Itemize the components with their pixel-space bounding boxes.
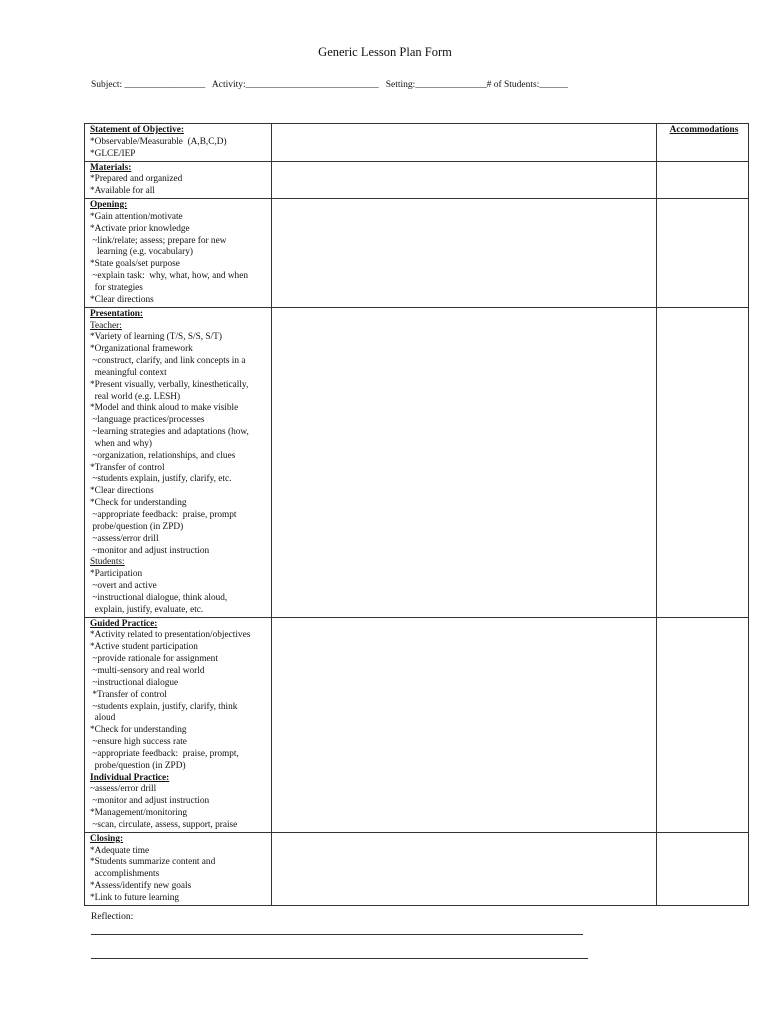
section-line: ~scan, circulate, assess, support, praise (90, 819, 238, 830)
section-line: accomplishments (90, 869, 160, 880)
section-line: *Gain attention/motivate (90, 211, 183, 222)
page-title: Generic Lesson Plan Form (318, 45, 452, 59)
section-line: aloud (90, 713, 116, 724)
section-line: ~organization, relationships, and clues (90, 450, 236, 461)
row-closing (85, 832, 749, 905)
section-line: ~multi-sensory and real world (90, 665, 205, 676)
section-line: *Students summarize content and (90, 857, 216, 868)
guided-practice-cell (85, 617, 272, 832)
closing-cell (85, 832, 272, 905)
section-line: *Observable/Measurable (A,B,C,D) (90, 136, 227, 147)
section-line: *Activate prior knowledge (90, 223, 190, 234)
section-line: meaningful context (90, 367, 167, 378)
closing-input-cell[interactable] (272, 832, 657, 905)
reflection-line-1[interactable] (91, 934, 583, 935)
section-line: ~construct, clarify, and link concepts in a (90, 356, 246, 367)
lesson-plan-table (84, 123, 749, 906)
section-line: ~assess/error drill (90, 533, 159, 544)
section-line: ~language practices/processes (90, 415, 205, 426)
section-line: ~explain task: why, what, how, and when (90, 271, 248, 282)
students-subtitle: Students: (90, 557, 125, 568)
closing-accommodations-cell[interactable] (657, 832, 749, 905)
teacher-subtitle: Teacher: (90, 320, 122, 331)
presentation-accommodations-cell[interactable] (657, 307, 749, 617)
materials-title: Materials: (90, 162, 132, 173)
section-line: probe/question (in ZPD) (90, 760, 186, 771)
section-line: *Variety of learning (T/S, S/S, S/T) (90, 332, 222, 343)
section-line: *Present visually, verbally, kinesthetically, (90, 379, 249, 390)
opening-input-cell[interactable] (272, 199, 657, 308)
section-line: real world (e.g. LESH) (90, 391, 181, 402)
row-objective (85, 124, 749, 162)
section-line: ~students explain, justify, clarify, etc. (90, 474, 232, 485)
objective-input-cell[interactable] (272, 124, 657, 162)
section-line: ~learning strategies and adaptations (how, (90, 427, 249, 438)
section-line: ~overt and active (90, 581, 157, 592)
section-line: ~appropriate feedback: praise, prompt, (90, 748, 239, 759)
section-line: *Active student participation (90, 642, 198, 653)
opening-accommodations-cell[interactable] (657, 199, 749, 308)
section-line: probe/question (in ZPD) (90, 521, 184, 532)
section-line: *State goals/set purpose (90, 259, 180, 270)
section-line: ~assess/error drill (90, 784, 157, 795)
section-line: ~appropriate feedback: praise, prompt (90, 510, 237, 520)
section-line: *Check for understanding (90, 498, 187, 509)
objective-title: Statement of Objective: (90, 125, 184, 135)
section-line: *Available for all (90, 186, 155, 197)
section-line: ~instructional dialogue, think aloud, (90, 592, 228, 603)
opening-cell (85, 199, 272, 308)
header-fields: Subject: _________________ Activity:____________________________ Setting:_______________# of Students:______ (91, 80, 568, 90)
presentation-cell (85, 307, 272, 617)
section-line: *Transfer of control (90, 689, 167, 700)
materials-input-cell[interactable] (272, 161, 657, 199)
section-line: *GLCE/IEP (90, 148, 136, 159)
reflection-label: Reflection: (91, 912, 134, 922)
section-line: for strategies (90, 282, 143, 293)
section-line: *Link to future learning (90, 893, 180, 903)
section-line: ~monitor and adjust instruction (90, 796, 210, 807)
section-line: ~provide rationale for assignment (90, 654, 218, 665)
reflection-line-2[interactable] (91, 958, 588, 959)
materials-cell (85, 161, 272, 199)
opening-title: Opening: (90, 200, 128, 211)
section-line: *Participation (90, 569, 143, 580)
row-guided-practice (85, 617, 749, 832)
section-line: ~ensure high success rate (90, 737, 187, 748)
section-line: ~students explain, justify, clarify, think (90, 701, 238, 712)
guided-practice-title: Guided Practice: (90, 618, 158, 629)
section-line: *Clear directions (90, 486, 154, 497)
section-line: *Adequate time (90, 845, 150, 856)
section-line: explain, justify, evaluate, etc. (90, 604, 204, 615)
section-line: *Clear directions (90, 294, 154, 305)
section-line: learning (e.g. vocabulary) (90, 247, 193, 258)
row-opening (85, 199, 749, 308)
individual-practice-title: Individual Practice: (90, 772, 170, 783)
section-line: *Organizational framework (90, 344, 193, 355)
section-line: ~link/relate; assess; prepare for new (90, 235, 227, 246)
objective-cell (85, 124, 272, 162)
section-line: ~monitor and adjust instruction (90, 545, 210, 556)
row-presentation (85, 307, 749, 617)
closing-title: Closing: (90, 833, 124, 844)
section-line: ~instructional dialogue (90, 677, 179, 688)
guided-practice-accommodations-cell[interactable] (657, 617, 749, 832)
section-line: *Management/monitoring (90, 808, 188, 819)
section-line: *Transfer of control (90, 462, 165, 473)
materials-accommodations-cell[interactable] (657, 161, 749, 199)
accommodations-label: Accommodations (669, 125, 739, 135)
section-line: when and why) (90, 438, 152, 449)
section-line: *Activity related to presentation/objectives (90, 630, 251, 641)
section-line: *Assess/identify new goals (90, 881, 192, 892)
guided-practice-input-cell[interactable] (272, 617, 657, 832)
presentation-title: Presentation: (90, 308, 144, 319)
accommodations-header-cell (657, 124, 749, 162)
row-materials (85, 161, 749, 199)
section-line: *Check for understanding (90, 725, 187, 736)
presentation-input-cell[interactable] (272, 307, 657, 617)
section-line: *Prepared and organized (90, 174, 183, 185)
section-line: *Model and think aloud to make visible (90, 403, 239, 414)
